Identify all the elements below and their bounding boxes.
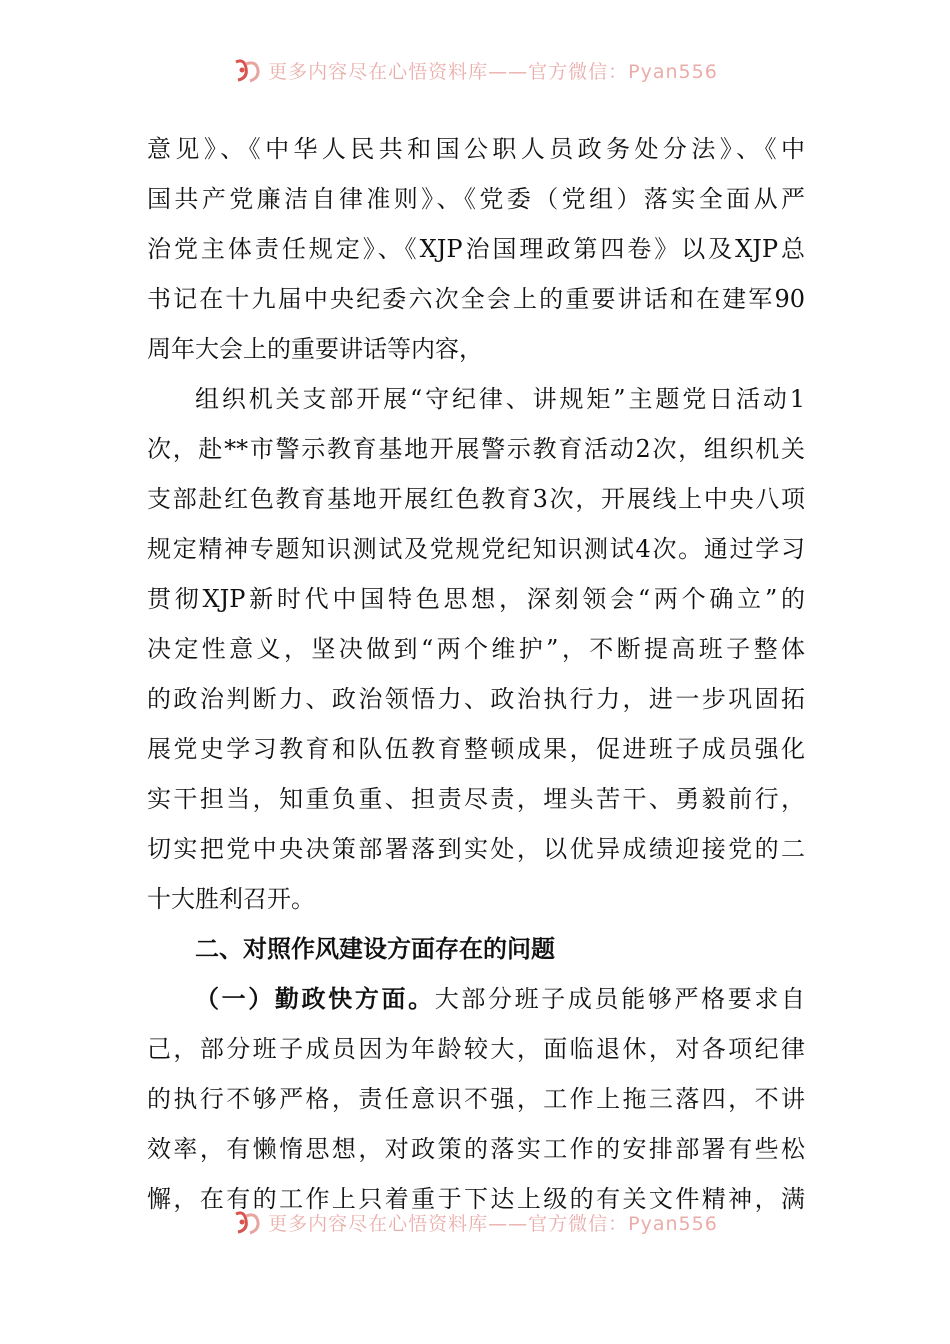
text-line: 贯彻XJP新时代中国特色思想，深刻领会“两个确立”的 [147, 585, 805, 613]
watermark-text: 更多内容尽在心悟资料库——官方微信：Pyan556 [268, 1212, 718, 1235]
text-line: 国共产党廉洁自律准则》、《党委（党组）落实全面从严 [147, 185, 805, 213]
section-heading: 二、对照作风建设方面存在的问题 [195, 935, 555, 963]
brand-logo-icon [232, 1208, 262, 1236]
watermark-footer [0, 1202, 950, 1242]
text-line: 决定性意义，坚决做到“两个维护”，不断提高班子整体 [147, 635, 805, 663]
text-line [147, 974, 805, 1024]
text-line: 切实把党中央决策部署落到实处，以优异成绩迎接党的二 [147, 835, 805, 863]
text-line: 己，部分班子成员因为年龄较大，面临退休，对各项纪律 [147, 1035, 805, 1063]
text-line: 组织机关支部开展“守纪律、讲规矩”主题党日活动1 [195, 385, 805, 413]
text-line: 治党主体责任规定》、《XJP治国理政第四卷》以及XJP总 [147, 235, 805, 263]
subsection-first-line: 大部分班子成员能够严格要求自 [434, 985, 805, 1013]
paragraph-1 [147, 124, 805, 374]
text-line: 意见》、《中华人民共和国公职人员政务处分法》、《中 [147, 135, 805, 163]
watermark-text: 更多内容尽在心悟资料库——官方微信：Pyan556 [268, 60, 718, 83]
subsection-paragraph [147, 974, 805, 1224]
text-line: 展党史学习教育和队伍教育整顿成果，促进班子成员强化 [147, 735, 805, 763]
watermark-header [0, 50, 950, 90]
brand-logo-icon [232, 56, 262, 84]
text-line: 的政治判断力、政治领悟力、政治执行力，进一步巩固拓 [147, 685, 805, 713]
subsection-lead: （一）勤政快方面。 [195, 985, 435, 1013]
document-body [147, 124, 805, 1224]
text-line: 的执行不够严格，责任意识不强，工作上拖三落四，不讲 [147, 1085, 805, 1113]
text-line: 周年大会上的重要讲话等内容， [147, 335, 483, 363]
text-line: 规定精神专题知识测试及党规党纪知识测试4次。通过学习 [147, 535, 805, 563]
text-line: 次，赴**市警示教育基地开展警示教育活动2次，组织机关 [147, 435, 805, 463]
text-line: 懈，在有的工作上只着重于下达上级的有关文件精神，满 [147, 1185, 805, 1213]
text-line: 书记在十九届中央纪委六次全会上的重要讲话和在建军90 [147, 285, 805, 313]
text-line: 效率，有懒惰思想，对政策的落实工作的安排部署有些松 [147, 1135, 805, 1163]
text-line: 十大胜利召开。 [147, 885, 315, 913]
text-line: 支部赴红色教育基地开展红色教育3次，开展线上中央八项 [147, 485, 805, 513]
paragraph-2 [147, 374, 805, 924]
text-line: 实干担当，知重负重、担责尽责，埋头苦干、勇毅前行， [147, 785, 805, 813]
